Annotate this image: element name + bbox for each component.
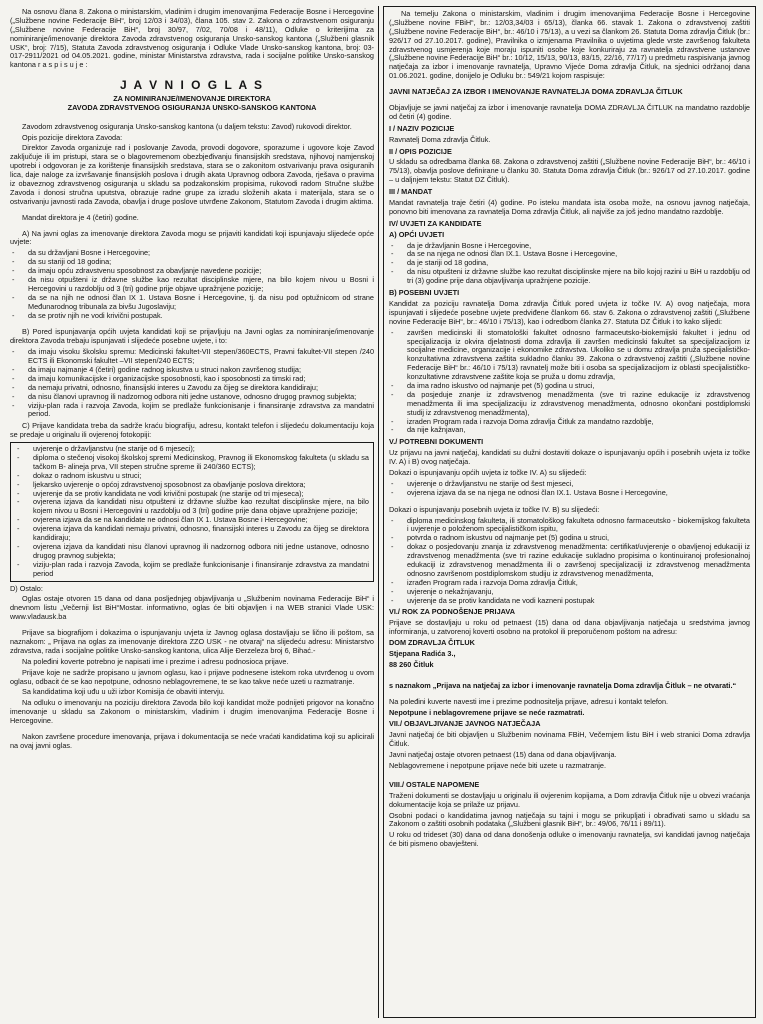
list-documents-general	[389, 480, 750, 498]
paragraph: Neblagovremene i nepotpune prijave neće biti uzete u razmatranje.	[389, 761, 607, 771]
list-documents-special	[389, 517, 750, 606]
paragraph: Uz prijavu na javni natječaj, kandidati su dužni dostaviti dokaze o ispunjavanju općih i posebnih uvjeta iz točke IV. A) i B) ovog natječaja.	[389, 448, 750, 467]
paragraph: Javni natječaj ostaje otvoren petnaest (15) dana od dana objavljivanja.	[389, 750, 617, 760]
list-item: - dokaz o posjedovanju znanja iz zdravstvenog menadžmenta: certifikat/uvjerenje o obavljenoj edukaciji iz zdravstvenog menadžmenta (sve tri razine edukacije sukladno propisima o kontinuiranoj profesionalnoj edukaciji iz zdravstvenog menadžmenta ili o završenoj specijalizaciji iz zdravstvenog menadžmenta odnosno završenom postdiplomskom studiju iz zdravstvenog menadžmenta,	[389, 543, 750, 579]
list-item: - da su državljani Bosne i Hercegovine;	[10, 249, 374, 258]
list-item: - viziju-plan rada i razvoja Zavoda, kojim se predlaže funkcionisanje i finansiranje zdravstva za mandatni period.	[10, 402, 374, 420]
intro-paragraph: Na osnovu člana 8. Zakona o ministarskim, vladinim i drugim imenovanjima Federacije Bosne i Hercegovine („Službene novine Federacije BiH“, broj 12/03 i 34/03), člana 105. stav 2. Zakona o zdravstvenom osiguranju („Službene novine Federacije BiH“, broj 30/97, 7/02, 70/08 i 48/11), Odluke o kriterijima za nominiranje/imenovanje direktora Zavoda zdravstvenog osiguranja Unsko-sanskog kantona („Službeni glasnik USK“, broj: 7/15), Statuta Zavoda zdravstvenog osiguranja i Odluke Vlade Unsko-sanskog kantona, broj: 03-017-2911/2021 od 04.05.2021. godine, ministar Ministarstva zdravstva, rada i socijalne politike Unsko-sanskog kantona r a s p i s u j e :	[10, 7, 374, 70]
list-item: - ljekarsko uvjerenje o općoj zdravstvenoj sposobnost za obavljanje poslova direktora;	[15, 481, 369, 490]
paragraph: Javni natječaj će biti objavljen u Službenim novinama FBiH, Večernjem listu BiH i web stranici Doma zdravlja Čitluk.	[389, 730, 750, 749]
paragraph: Mandat ravnatelja traje četiri (4) godine. Po isteku mandata ista osoba može, na osnovu javnog natječaja, ponovno biti imenovana za ravnatelja Doma zdravlja Čitluk, ali najviše za još jedno mandatno razdoblje.	[389, 198, 750, 216]
list-general-conditions	[389, 242, 750, 286]
list-item: - uvjerenje o državljanstvu (ne starije od 6 mjeseci);	[15, 445, 369, 454]
list-item: - viziju-plan rada i razvoja Zavoda, kojim se predlaže funkcionisanje i finansiranje zdravstva za mandatni period	[15, 561, 369, 579]
list-item: - uvjerenje o nekažnjavanju,	[389, 588, 750, 597]
list-item: - da imaju visoku školsku spremu: Medicinski fakultet-VII stepen/360ECTS, Pravni fakultet-VII stepen /240 ECTS ili Ekonomski fakultet –VII stepen/240 ECTS;	[10, 348, 374, 366]
paragraph: Osobni podaci o kandidatima javnog natječaja su tajni i mogu se prikupljati i obrađivati samo u skladu sa Zakonom o zaštiti osobnih podataka („Službeni glasnik BiH“, br.: 49/06, 76/11 i 89/11).	[389, 810, 750, 829]
paragraph: Sa kandidatima koji uđu u uži izbor Komisija će obaviti intervju.	[22, 687, 225, 697]
paragraph: Prijave se dostavljaju u roku od petnaest (15) dana od dana objavljivanja natječaja u sredstvima javnog informiranja, u zatvorenoj koverti osobno na protokol ili preporučenom poštom na adresu:	[389, 618, 750, 637]
list-item: - izrađen Program rada i razvoja Doma zdravlja Čitluk,	[389, 579, 750, 588]
paragraph: Prijave sa biografijom i dokazima o ispunjavanju uvjeta iz Javnog oglasa dostavljaju se lično ili poštom, sa naznakom: „ Prijava na oglas za imenovanje direktora ZZO USK - ne otvaraj“ na slijedeću adresu: Ministarstvo zdravstva, rada i socijalne politike Unsko-sanskog kantona, ulica Alije Đerzeleza broj 6, Bihać.-	[10, 628, 374, 655]
list-item: - da nisu otpušteni iz državne službe kao rezultat disciplinske mjere na bilo kojoj razini u BiH u razdoblju od tri (3) godine prije dana objavljivanja upražnjene pozicije.	[389, 268, 750, 286]
section-heading: IV/ UVJETI ZA KANDIDATE	[389, 218, 482, 228]
list-item: - da posjeduje znanje iz zdravstvenog menadžmenta (sve tri razine edukacije iz zdravstvenog menadžmenta ili ima specijalizaciju iz zdravstvenog menadžmenta, odnosno okončani postdiplomski studij iz zdravstvenog menadžmenta),	[389, 391, 750, 418]
paragraph: Na poleđini kuverte navesti ime i prezime podnositelja prijave, adresu i kontakt telefon.	[389, 696, 669, 706]
list-item: - da su stariji od 18 godina;	[10, 258, 374, 267]
list-item: - diploma medicinskog fakulteta, ili stomatološkog fakulteta odnosno farmaceutsko - biokemijskog fakulteta i uvjerenje o položenom specijalističkom ispitu,	[389, 517, 750, 535]
list-item: - da je stariji od 18 godina,	[389, 259, 750, 268]
list-item: - uvjerenje da se protiv kandidata ne vodi kazneni postupak	[389, 597, 750, 606]
ad-dom-zdravlja-citluk	[383, 6, 756, 1018]
list-item: - uvjerenje o državljanstvu ne starije od šest mjeseci,	[389, 480, 750, 489]
ad-subtitle: ZAVODA ZDRAVSTVENOG OSIGURANJA UNSKO-SANSKOG KANTONA	[67, 102, 317, 112]
list-special-conditions	[389, 329, 750, 436]
list-item: - uvjerenje da se protiv kandidata ne vodi krivični postupak (ne starije od tri mjeseca);	[15, 490, 369, 499]
list-item: - diploma o stečenoj visokoj školskoj spremi Medicinskog, Pravnog ili Ekonomskog fakulteta (u skladu sa tačkom B- alineja prva, VII stepen stručne spreme ili 240/360 ECTS);	[15, 454, 369, 472]
section-heading: II / OPIS POZICIJE	[389, 146, 452, 156]
list-item: - da ima radno iskustvo od najmanje pet (5) godina u struci,	[389, 382, 750, 391]
list-item: - potvrda o radnom iskustvu od najmanje pet (5) godina u struci,	[389, 534, 750, 543]
section-heading: V./ POTREBNI DOKUMENTI	[389, 437, 484, 447]
section-intro: B) Pored ispunjavanja općih uvjeta kandidati koji se prijavljuju na Javni oglas za nominiranje/imenovanje direktora Zavoda trebaju ispunjavati i slijedeće posebne uvjete, i to:	[10, 327, 374, 346]
list-item: - da nisu članovi upravnog ili nadzornog odbora niti jedne ustanove, odnosno drugog pravnog subjekta;	[10, 393, 374, 402]
paragraph: Nakon završene procedure imenovanja, prijava i dokumentacija se neće vraćati kandidatima koji su aplicirali na ovaj javni oglas.	[10, 731, 374, 750]
intro-paragraph: Na temelju Zakona o ministarskim, vladinim i drugim imenovanjima Federacije Bosne i Hercegovine („Službene novine FBiH“, br.: 12/03,34/03 i 65/13), članka 66. stavak 1. Zakona o zdravstvenoj zaštiti („Službene novine Federacije BiH“, br.: 46/10 i 75/13), a u vezi sa člankom 26. Statuta Doma zdravlja Čitluk (br.: 926/17 od 27.10.2017. godine), Pravilnika o izmjenama Pravilnika o uvjetima glede vrste završenog fakulteta zdravstvenog usmjerenja koje moraju ispuniti osobe koje konkuriraju za ravnatelja zdravstvene ustanove („Službene novine Federacije BiH“ br.: 10/12, 15/13, 90/13, 83/15, 22/16, 77/17) u predmetu raspisivanja javnog natječaja za izbor i imenovanje ravnatelja, Upravno Vijeće Doma zdravlja Čitluk, na sjednici održanoj dana 01.06.2021. godine, donijelo je Odluku br.: 549/21 kojom raspisuje:	[389, 9, 750, 81]
ad-title: J A V N I O G L A S	[119, 78, 265, 93]
list-general-conditions	[10, 249, 374, 320]
paragraph: U skladu sa odredbama članka 68. Zakona o zdravstvenoj zaštiti („Službene novine Federacije BiH“, br.: 46/10 i 75/13), obavlja poslove definirane u članku 30. Statuta Doma zdravlja Čitluk (br.: 926/17 od 27.10.2017. godine – u daljnjem tekstu: Statut DZ Čitluk).	[389, 157, 750, 185]
paragraph: Traženi dokumenti se dostavljaju u originalu ili ovjerenim kopijama, a Dom zdravlja Čitluk nije u obvezi vraćanja dokumentacije koja se prilaže uz prijavu.	[389, 790, 750, 809]
address-line: DOM ZDRAVLJA ČITLUK	[389, 638, 475, 648]
list-item: - ovjerena izjava da kandidati nisu članovi upravnog ili nadzornog odbora niti jedne ustanove, odnosno drugog pravnog subjekta;	[15, 543, 369, 561]
paragraph: Na odluku o imenovanju na poziciju direktora Zavoda bilo koji kandidat može podnijeti prigovor na konačno imenovanje u skladu sa Zakonom o ministarskim, vladinim i drugim imenovanjima Federacije Bosne i Hercegovine.	[10, 698, 374, 726]
address-line: Stjepana Radića 3.,	[389, 649, 456, 658]
list-item: - da nemaju privatni, odnosno, finansijski interes u Zavodu za čijeg se direktora kandidiraju;	[10, 384, 374, 393]
section-heading: I / NAZIV POZICIJE	[389, 123, 455, 133]
list-item: - završen medicinski ili stomatološki fakultet odnosno farmaceutsko-biokemijski fakultet i jednu od specijalizacija iz okvira djelatnosti doma zdravlja ili završen medicinski fakultet sa specijalizacijom iz socijalne medicine, organizacije i ekonomike zdravstva. Ukoliko se u domu zdravlja pruža specijalističko-konzultativna zdravstvena zaštita sukladno članku 39. Zakona o zdravstvenoj zaštiti („Službene novine Federacije BiH“ br.: 46/10 i 75/13) ravnatelj može biti i osoba sa specijalizacijom iz oblasti specijalističko-konzultativne zdravstvene zaštite koja se pruža u domu zdravlja,	[389, 329, 750, 382]
list-item: - ovjerena izjava da kandidati nisu otpušteni iz državne službe kao rezultat disciplinske mjere, na bilo kojem nivou u Bosni i Hercegovini u razdoblju od 3 (tri) godine prije dana objave upražnjene pozicije;	[15, 498, 369, 516]
list-item: - ovjerena izjava da se na njega ne odnosi član IX.1. Ustava Bosne i Hercegovine,	[389, 489, 750, 498]
list-item: - ovjerena izjava da kandidati nemaju privatni, odnosno, finansijski interes u Zavodu za čijeg se direktora kandidiraju;	[15, 525, 369, 543]
section-intro: A) Na javni oglas za imenovanje direktora Zavoda mogu se prijaviti kandidati koji ispunjavaju slijedeće opće uvjete:	[10, 228, 374, 247]
list-item: - da se na njih ne odnosi član IX 1. Ustava Bosne i Hercegovine, tj. da nisu pod optužnicom od strane Međunarodnog tribunala za bivšu Jugoslaviju;	[10, 294, 374, 312]
list-item: - da imaju komunikacijske i organizacijske sposobnosti, kao i sposobnosti za timski rad;	[10, 375, 374, 384]
paragraph: Zavodom zdravstvenog osiguranja Unsko-sanskog kantona (u daljem tekstu: Zavod) rukovodi direktor.	[22, 121, 352, 131]
section-heading: III / MANDAT	[389, 187, 433, 197]
list-documents	[10, 442, 374, 581]
section-heading: VIII./ OSTALE NAPOMENE	[389, 779, 480, 789]
list-special-conditions	[10, 348, 374, 419]
paragraph: Nepotpune i neblagovremene prijave se neće razmatrati.	[389, 707, 585, 717]
list-item: - da se na njega ne odnosi član IX.1. Ustava Bosne i Hercegovine,	[389, 250, 750, 259]
paragraph: Dokazi o ispunjavanju općih uvjeta iz točke IV. A) su slijedeći:	[389, 467, 587, 477]
list-item: - ovjerena izjava da se na kandidate ne odnosi član IX 1. Ustava Bosne i Hercegovine;	[15, 516, 369, 525]
ad-subtitle: ZA NOMINIRANJE/IMENOVANJE DIREKTORA	[113, 93, 271, 103]
envelope-label: s naznakom „Prijava na natječaj za izbor i imenovanje ravnatelja Doma zdravlja Čitluk – ne otvarati.“	[389, 680, 737, 690]
list-item: - da nisu otpušteni iz državne službe kao rezultat disciplinske mjere, na bilo kojem nivou u Bosni i Hercegovini u razdoblju od 3 (tri) godine prije objave upražnjene pozicije;	[10, 276, 374, 294]
paragraph: Objavljuje se javni natječaj za izbor i imenovanje ravnatelja DOMA ZDRAVLJA ČITLUK na mandatno razdoblje od četiri (4) godine.	[389, 103, 750, 121]
paragraph: U roku od trideset (30) dana od dana donošenja odluke o imenovanju ravnatelja, svi kandidati javnog natječaja će biti pismeno obavješteni.	[389, 830, 750, 849]
subsection-heading: A) OPĆI UVJETI	[389, 229, 445, 239]
list-item: - da je državljanin Bosne i Hercegovine,	[389, 242, 750, 251]
paragraph: Dokazi o ispunjavanju posebnih uvjeta iz točke IV. B) su slijedeći:	[389, 504, 600, 514]
paragraph: Oglas ostaje otvoren 15 dana od dana posljednjeg objavljivanja u „Službenim novinama Federacije BiH“ i dnevnom listu „Večernji list BiH“Mostar. informativno, oglas će biti objavljen i na WEB stranici Vlade USK: www.vladausk.ba	[10, 594, 374, 622]
paragraph: Na poleđini koverte potrebno je napisati ime i prezime i adresu podnosioca prijave.	[22, 656, 289, 666]
paragraph: Prijave koje ne sadrže propisano u javnom oglasu, kao i prijave podnesene istekom roka utvrđenog u ovom oglasu, odbacit će se kao nepotpune, odnosno neblagovremene, te se kao takve neće uzeti u razmatranje.	[10, 667, 374, 686]
section-heading: D) Ostalo:	[10, 583, 43, 593]
ad-title: JAVNI NATJEČAJ ZA IZBOR I IMENOVANJE RAVNATELJA DOMA ZDRAVLJA ČITLUK	[389, 87, 683, 97]
list-item: - da imaju najmanje 4 (četiri) godine radnog iskustva u struci nakon završenog studija;	[10, 366, 374, 375]
subsection-heading: B) POSEBNI UVJETI	[389, 288, 460, 298]
list-item: - dokaz o radnom iskustvu u struci;	[15, 472, 369, 481]
section-heading: VI./ ROK ZA PODNOŠENJE PRIJAVA	[389, 607, 515, 617]
list-item: - da nije kažnjavan,	[389, 426, 750, 435]
paragraph: Ravnatelj Doma zdravlja Čitluk.	[389, 134, 491, 144]
paragraph: Kandidat za poziciju ravnatelja Doma zdravlja Čitluk pored uvjeta iz točke IV. A) ovog natječaja, mora ispunjavati i slijedeće posebne uvjete predviđene člankom 66. stav 6. Zakona o zdravstvenoj zaštiti („Službene novine Federacije BiH“, br.: 46/10 i 75/13), kao i odredbom članka 27. Statuta DZ Čitluk i to kako slijedi:	[389, 298, 750, 326]
paragraph: Direktor Zavoda organizuje rad i poslovanje Zavoda, provodi dogovore, sporazume i ugovore koje Zavod zaključuje ili im pristupi, stara se o blagovremenom obezbjeđivanju finansijskih sredstava, njihovoj namjenskoj upotrebi i odgovoran je za korištenje finansijskih sredstava, stara se o zakonitom ostvarivanju prava osiguranih lica, daje naloge za izvršavanje finansijskih poslova i drugih akata Upravnog odbora Zavoda, rješava o pravima iz obaveznog zdravstvenog osiguranja u skladu sa podzakonskim propisima, rukovodi radom Stručne službe Zavoda i donosi stručna uputstva, obrazuje radne grupe za izradu složenih akata i materijala, stara se o ostvarivanju javnosti rada Zavoda, obavlja i druge poslove utvrđene Zakonom, Statutom Zavoda i drugim aktima.	[10, 143, 374, 206]
list-item: - da imaju opću zdravstvenu sposobnost za obavljanje navedene pozicije;	[10, 267, 374, 276]
section-heading: Opis pozicije direktora Zavoda:	[22, 132, 123, 142]
section-intro: C) Prijave kandidata treba da sadrže kraću biografiju, adresu, kontakt telefon i slijedeću dokumentaciju koja se predaje u originalu ili ovjerenoj fotokopiji:	[10, 421, 374, 440]
section-heading: VII./ OBJAVLJIVANJE JAVNOG NATJEČAJA	[389, 719, 541, 729]
paragraph: Mandat direktora je 4 (četiri) godine.	[22, 212, 139, 222]
address-line: 88 260 Čitluk	[389, 659, 434, 669]
list-item: - da se protiv njih ne vodi krivični postupak.	[10, 312, 374, 321]
ad-zzo-usk	[6, 6, 379, 1018]
list-item: - izraden Program rada i razvoja Doma zdravlja Čitluk za mandatno razdoblje,	[389, 418, 750, 427]
